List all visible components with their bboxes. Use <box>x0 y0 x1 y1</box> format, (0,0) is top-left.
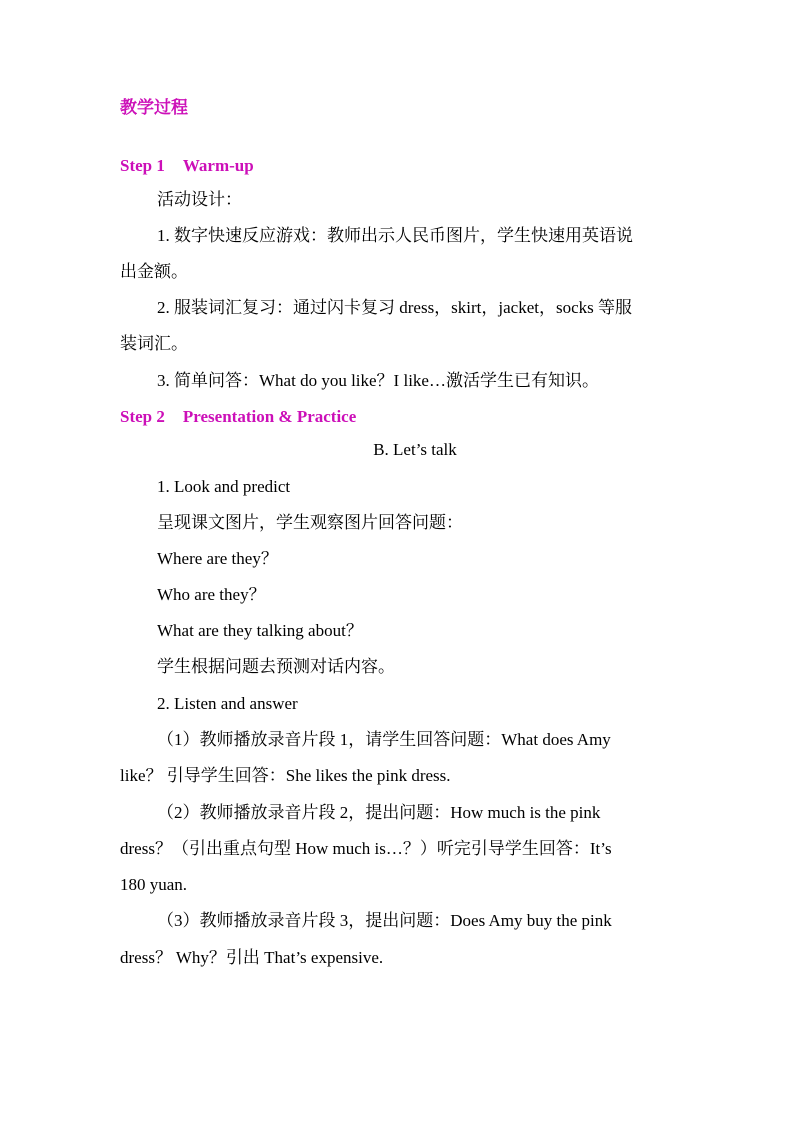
part3-line1: （3）教师播放录音片段 3，提出问题：Does Amy buy the pink <box>157 911 612 930</box>
question-3: What are they talking about？ <box>157 621 363 640</box>
step1-name: Warm-up <box>182 156 254 175</box>
step1-item2-line1: 2. 服装词汇复习：通过闪卡复习 dress，skirt，jacket，socks 等服 <box>157 298 633 317</box>
question-1: Where are they？ <box>157 549 278 568</box>
step2-heading <box>120 406 356 428</box>
step1-label: Step 1 <box>120 156 165 175</box>
look-predict-title: 1. Look and predict <box>157 477 291 496</box>
section-title: B. Let’s talk <box>373 440 457 459</box>
listen-answer-title: 2. Listen and answer <box>157 694 298 713</box>
part2-line3: 180 yuan. <box>120 875 188 894</box>
part1-line1: （1）教师播放录音片段 1，请学生回答问题：What does Amy <box>157 730 611 749</box>
step1-item1-line1: 1. 数字快速反应游戏：教师出示人民币图片，学生快速用英语说 <box>157 226 633 245</box>
part1-line2: like？ 引导学生回答：She likes the pink dress. <box>120 766 451 785</box>
step2-name: Presentation & Practice <box>182 407 357 426</box>
activity-label: 活动设计： <box>157 190 242 209</box>
step1-heading <box>120 155 254 177</box>
look-predict-desc: 呈现课文图片，学生观察图片回答问题： <box>157 513 463 532</box>
part2-line1: （2）教师播放录音片段 2，提出问题：How much is the pink <box>157 803 601 822</box>
step1-item3: 3. 简单问答：What do you like？I like…激活学生已有知识。 <box>157 371 599 390</box>
step1-item2-line2: 装词汇。 <box>120 334 188 353</box>
predict-text: 学生根据问题去预测对话内容。 <box>157 657 395 676</box>
part3-line2: dress？ Why？引出 That’s expensive. <box>120 948 384 967</box>
page-title: 教学过程 <box>120 98 188 117</box>
step2-label: Step 2 <box>120 407 165 426</box>
question-2: Who are they？ <box>157 585 266 604</box>
step1-item1-line2: 出金额。 <box>120 262 188 281</box>
part2-line2: dress？（引出重点句型 How much is…？）听完引导学生回答：It’s <box>120 839 612 858</box>
